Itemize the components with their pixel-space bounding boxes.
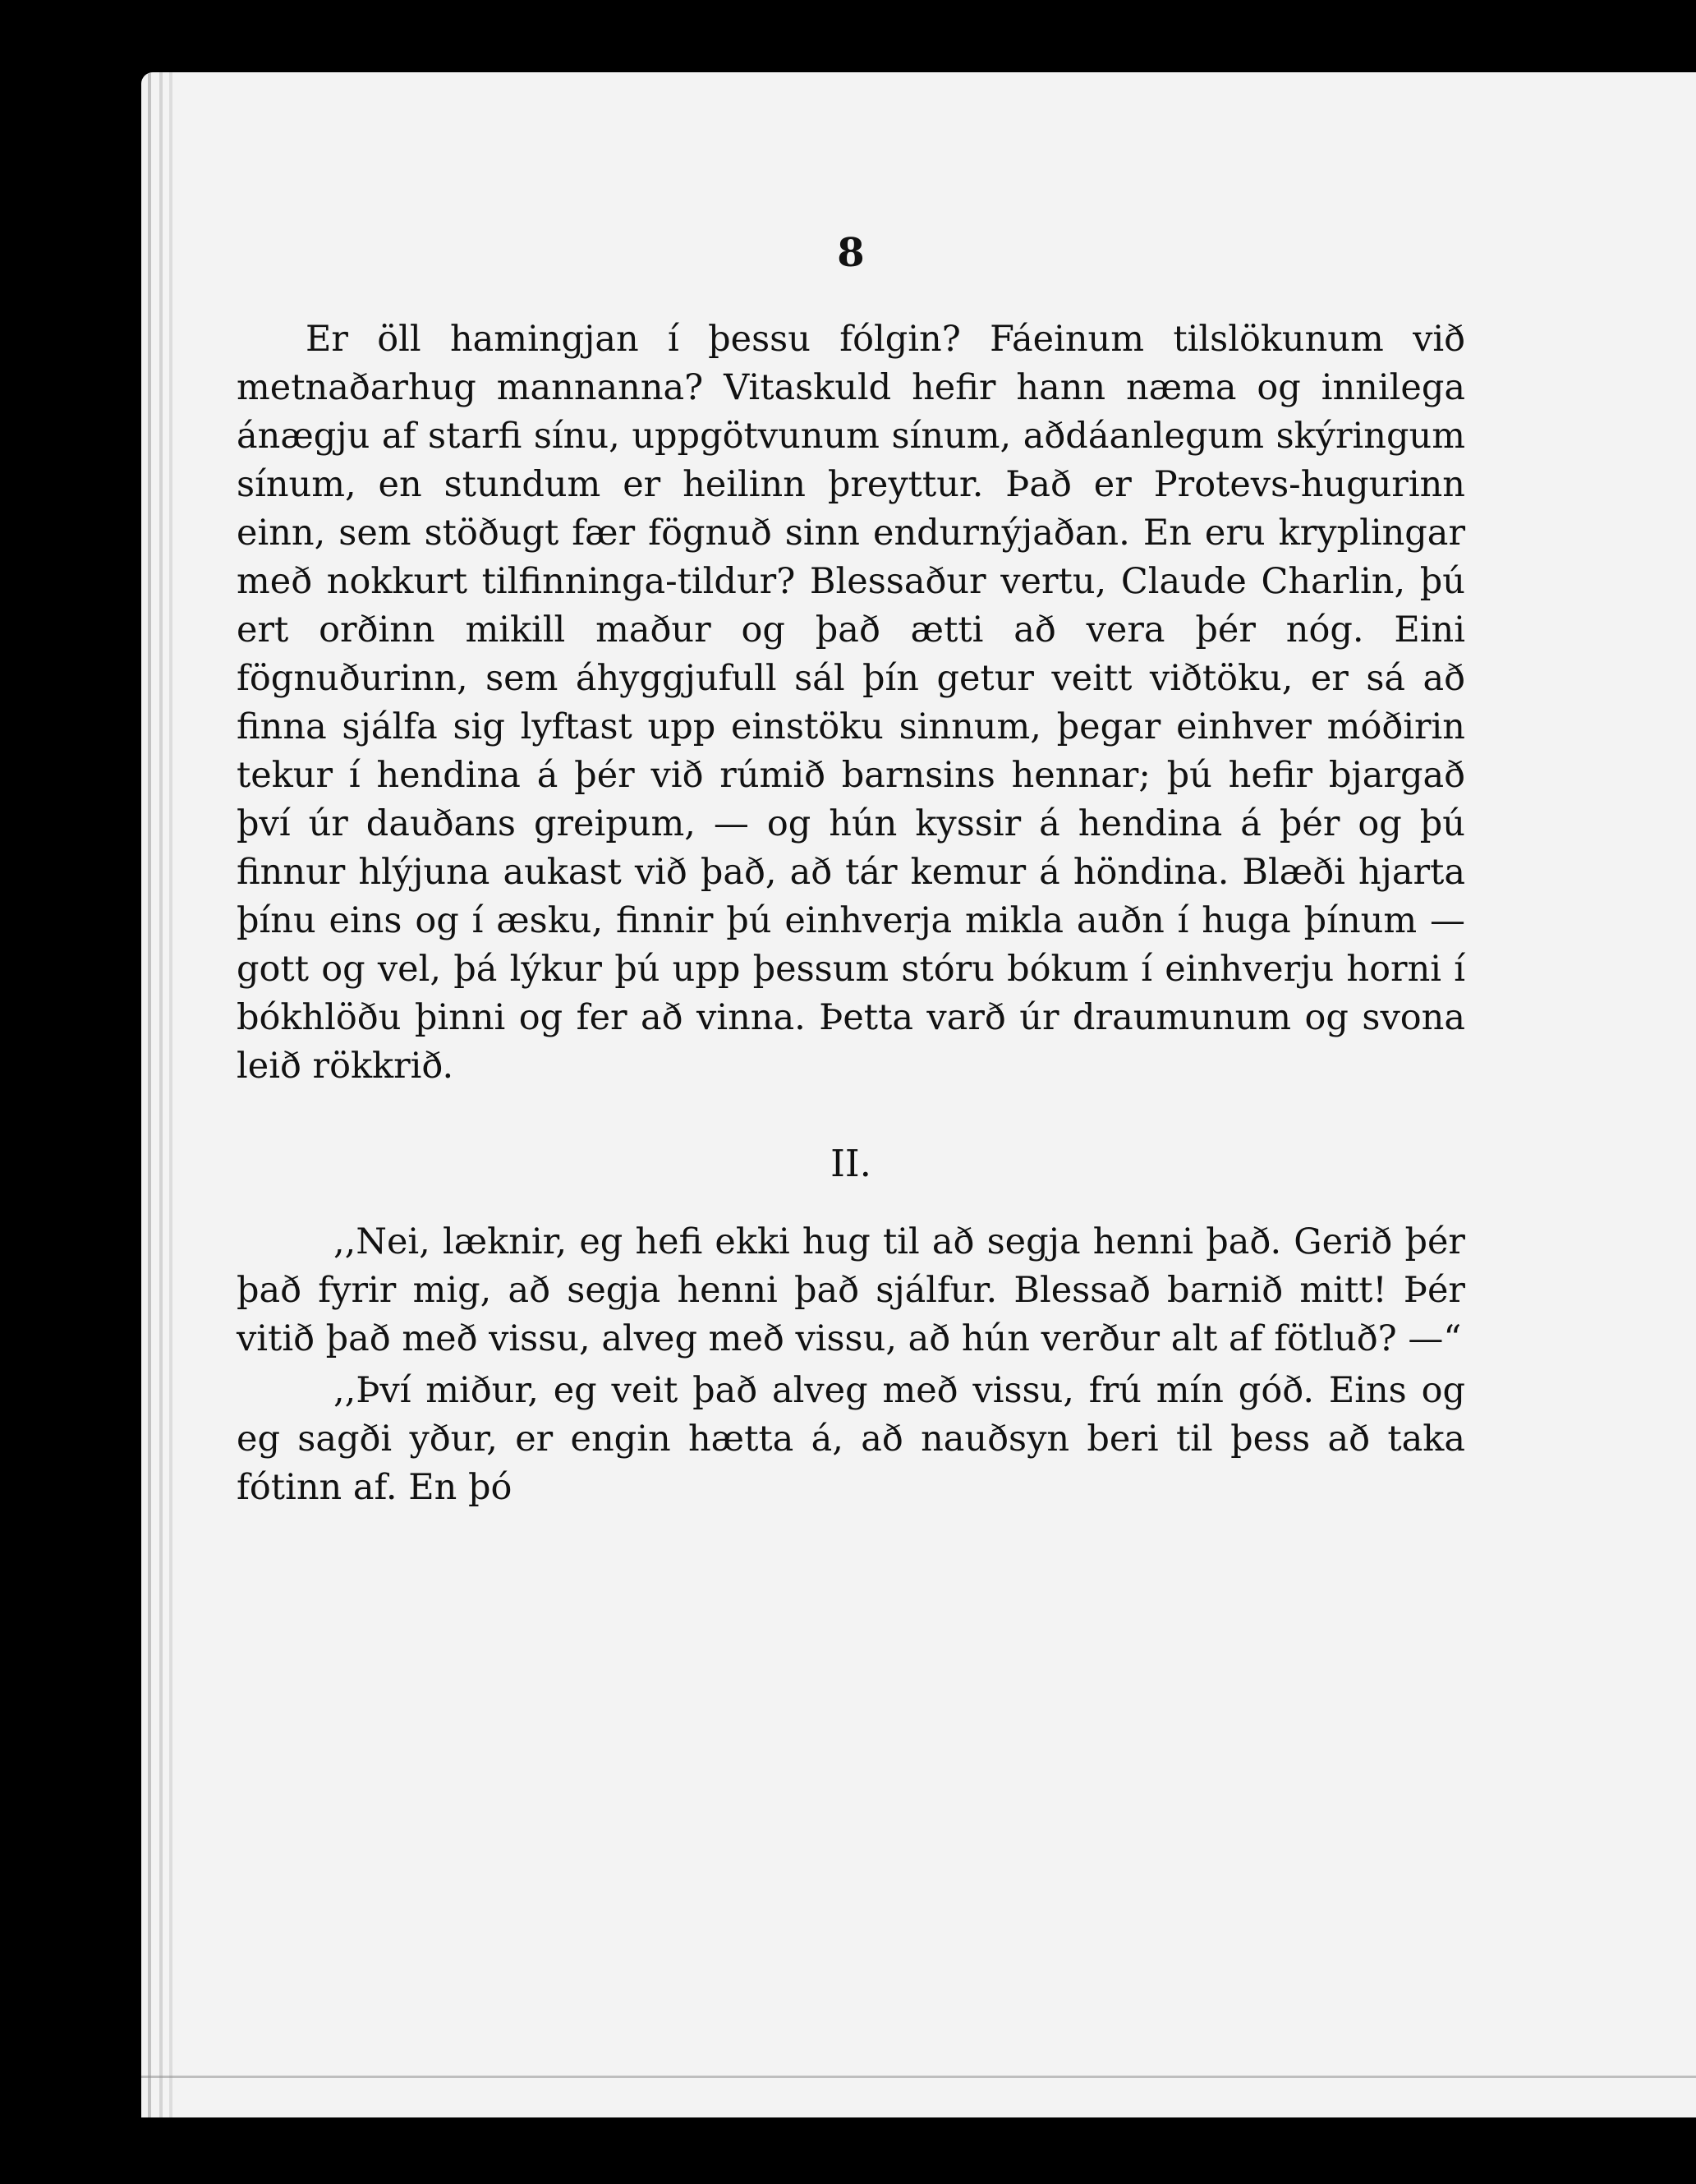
- paragraph-3: ,,Því miður, eg veit það alveg með vissu, frú mín góð. Eins og eg sagði yður, er engin hætta á, að nauðsyn beri til þess að taka fótinn af. En þó: [237, 1370, 1465, 1508]
- paragraph-2: ,,Nei, læknir, eg hefi ekki hug til að segja henni það. Gerið þér það fyrir mig, að segja henni það sjálfur. Blessað barnið mitt! Þér vitið það með vissu, alveg með vissu, að hún verður alt af fötluð? —“: [237, 1221, 1465, 1359]
- page-edge: [148, 72, 151, 2117]
- page-text: [237, 230, 1465, 1512]
- paragraph-1: Er öll hamingjan í þessu fólgin? Fáeinum tilslökunum við metnaðarhug mannanna? Vitaskuld hefir hann næma og innilega ánægju af starfi sínu, uppgötvunum sínum, aðdáanlegum skýringum sínum, en stundum er heilinn þreyttur. Það er Protevs-hugurinn einn, sem stöðugt fær fögnuð sinn endurnýjaðan. En eru kryplingar með nokkurt tilfinninga-tildur? Blessaður vertu, Claude Charlin, þú ert orðinn mikill maður og það ætti að vera þér nóg. Eini fögnuðurinn, sem áhyggjufull sál þín getur veitt viðtöku, er sá að finna sjálfa sig lyftast upp einstöku sinnum, þegar einhver móðirin tekur í hendina á þér við rúmið barnsins hennar; þú hefir bjargað því úr dauðans greipum, — og hún kyssir á hendina á þér og þú finnur hlýjuna aukast við það, að tár kemur á höndina. Blæði hjarta þínu eins og í æsku, finnir þú einhverja mikla auðn í huga þínum — gott og vel, þá lýkur þú upp þessum stóru bókum í einhverju horni í bókhlöðu þinni og fer að vinna. Þetta varð úr draumunum og svona leið rökkrið.: [237, 319, 1465, 1087]
- page-edge: [169, 72, 172, 2117]
- section-heading: II.: [830, 1142, 871, 1185]
- page-bottom-edge: [141, 2076, 1696, 2078]
- page-edge: [159, 72, 163, 2117]
- page-number: 8: [837, 230, 865, 276]
